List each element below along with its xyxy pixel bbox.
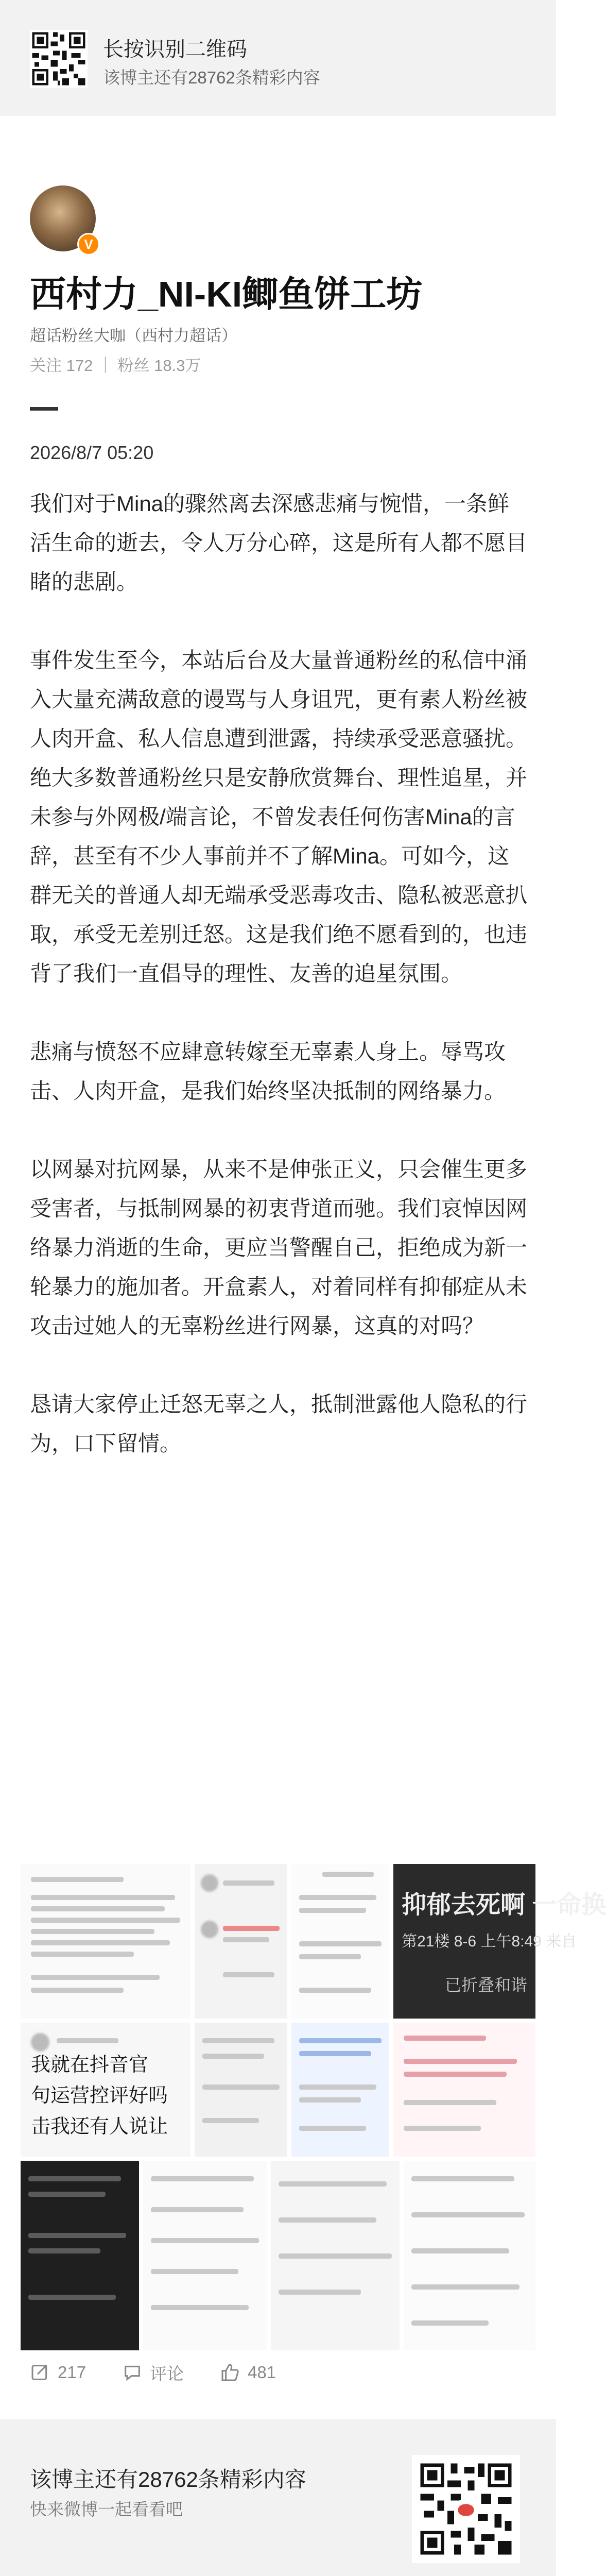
bottom-banner-subtitle: 快来微博一起看看吧 bbox=[30, 2500, 183, 2519]
chat-screenshot-tile[interactable] bbox=[195, 2023, 287, 2157]
comment-icon bbox=[122, 2362, 143, 2383]
profile-name[interactable]: 西村力_NI-KI鲫鱼饼工坊 bbox=[30, 274, 423, 314]
qr-code-icon[interactable] bbox=[30, 30, 88, 88]
post-paragraph: 恳请大家停止迁怒无辜之人，抵制泄露他人隐私的行为，口下留情。 bbox=[30, 1392, 528, 1455]
watermark bbox=[404, 2573, 510, 2576]
banner-subtitle: 该博主还有28762条精彩内容 bbox=[103, 68, 320, 87]
chat-screenshot-tile[interactable] bbox=[393, 2023, 535, 2157]
chat-screenshot-tile[interactable] bbox=[291, 1864, 389, 2019]
banner-title: 长按识别二维码 bbox=[103, 38, 247, 61]
repost-count: 217 bbox=[58, 2363, 86, 2382]
post-paragraph: 悲痛与愤怒不应肆意转嫁至无辜素人身上。辱骂攻击、人肉开盒，是我们始终坚决抵制的网络暴力。 bbox=[30, 1040, 506, 1103]
post-paragraph: 以网暴对抗网暴，从来不是伸张正义，只会催生更多受害者，与抵制网暴的初衷背道而驰。我们哀悼因网络暴力消逝的生命，更应当警醒自己，拒绝成为新一轮暴力的施加者。开盒素人，对着同样有抑郁症从未攻击过她人的无辜粉丝进行网暴，这真的对吗？ bbox=[30, 1157, 528, 1338]
comment-label: 评论 bbox=[150, 2364, 184, 2383]
bottom-banner-title: 该博主还有28762条精彩内容 bbox=[30, 2467, 306, 2492]
chat-screenshot-tile[interactable] bbox=[21, 1864, 191, 2019]
post-actions bbox=[30, 2357, 312, 2388]
overlay-text-line: 击我还有人说让 bbox=[31, 2116, 168, 2138]
overlay-text-line: 句运营控评好吗 bbox=[31, 2085, 168, 2107]
post-paragraph: 事件发生至今，本站后台及大量普通粉丝的私信中涌入大量充满敌意的谩骂与人身诅咒，更有素人粉丝被人肉开盒、私人信息遭到泄露，持续承受恶意骚扰。绝大多数普通粉丝只是安静欣赏舞台、理性追星，并未参与外网极/端言论，不曾发表任何伤害Mina的言辞，甚至有不少人事前并不了解Mina。可如今，这群无关的普通人却无端承受恶毒攻击、隐私被恶意扒取，承受无差别迁怒。这是我们绝不愿看到的，也违背了我们一直倡导的理性、友善的追星氛围。 bbox=[30, 648, 528, 986]
dark-comment-folded: 已折叠和谐 bbox=[445, 1976, 528, 1994]
dark-comment-screenshot[interactable] bbox=[393, 1864, 606, 2019]
like-count: 481 bbox=[248, 2363, 276, 2382]
divider bbox=[30, 407, 58, 411]
post-date: 2026/8/7 05:20 bbox=[30, 442, 154, 463]
post-paragraph: 我们对于Mina的骤然离去深感悲痛与惋惜，一条鲜活生命的逝去，令人万分心碎，这是所有人都不愿目睹的悲剧。 bbox=[30, 492, 528, 594]
verified-badge-icon: V bbox=[77, 233, 100, 256]
qr-code-icon[interactable] bbox=[412, 2455, 520, 2563]
repost-button[interactable] bbox=[30, 2362, 86, 2383]
repost-icon bbox=[30, 2362, 50, 2383]
dark-comment-screenshot[interactable] bbox=[21, 2161, 139, 2350]
comment-button[interactable] bbox=[122, 2361, 184, 2385]
chat-screenshot-tile[interactable] bbox=[143, 2161, 267, 2350]
thumbs-up-icon bbox=[220, 2362, 240, 2383]
like-button[interactable] bbox=[220, 2362, 276, 2383]
overlay-text-line: 我就在抖音官 bbox=[31, 2054, 149, 2076]
dark-comment-meta: 第21楼 8-6 上午8:49 来自 bbox=[402, 1933, 577, 1950]
post-body bbox=[30, 484, 529, 1502]
top-qr-banner[interactable] bbox=[0, 0, 556, 116]
dark-comment-text: 抑郁去死啊 一命换 bbox=[402, 1891, 606, 1919]
profile-subtitle: 超话粉丝大咖（西村力超话） bbox=[30, 327, 237, 345]
chat-screenshot-tile[interactable] bbox=[291, 2023, 389, 2157]
chat-screenshot-tile[interactable] bbox=[271, 2161, 400, 2350]
chat-screenshot-tile[interactable] bbox=[404, 2161, 535, 2350]
chat-screenshot-tile[interactable] bbox=[195, 1864, 287, 2019]
bottom-qr-banner[interactable] bbox=[0, 2419, 556, 2576]
profile-stats: 关注 172 ｜ 粉丝 18.3万 bbox=[30, 357, 201, 375]
screenshot-collage[interactable] bbox=[21, 1864, 606, 2350]
